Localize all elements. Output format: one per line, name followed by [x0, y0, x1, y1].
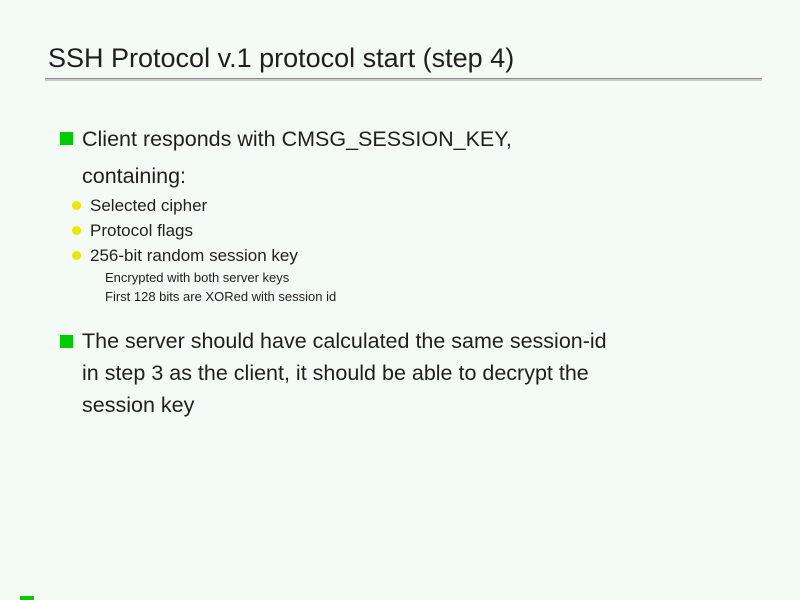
bullet2-line: session key: [82, 393, 195, 417]
yellow-dot-bullet-icon: [72, 226, 81, 235]
note-line: First 128 bits are XORed with session id: [105, 289, 337, 304]
sub-item-label: 256-bit random session key: [90, 245, 298, 265]
title-underline-rule: [45, 78, 762, 81]
slide-title: SSH Protocol v.1 protocol start (step 4): [48, 43, 515, 73]
yellow-dot-bullet-icon: [72, 251, 81, 260]
bullet1-notes: [105, 268, 336, 306]
sub-item-label: Protocol flags: [90, 220, 193, 240]
sub-item: [72, 193, 298, 218]
bullet1-sub-list: [72, 193, 298, 268]
bullet1-line: containing:: [82, 164, 186, 188]
green-square-marker-icon: [20, 596, 34, 600]
sub-item: [72, 243, 298, 268]
green-square-bullet-icon: [60, 335, 73, 348]
sub-item-label: Selected cipher: [90, 195, 208, 215]
yellow-dot-bullet-icon: [72, 201, 81, 210]
note-line: Encrypted with both server keys: [105, 270, 290, 285]
bullet2-line: The server should have calculated the same session-id: [82, 329, 607, 353]
green-square-bullet-icon: [60, 132, 73, 145]
bullet2-text: [82, 325, 607, 421]
sub-item: [72, 218, 298, 243]
bullet1-line: Client responds with CMSG_SESSION_KEY,: [82, 127, 512, 151]
bullet2-line: in step 3 as the client, it should be able to decrypt the: [82, 361, 589, 385]
bullet1-text: [82, 121, 512, 195]
